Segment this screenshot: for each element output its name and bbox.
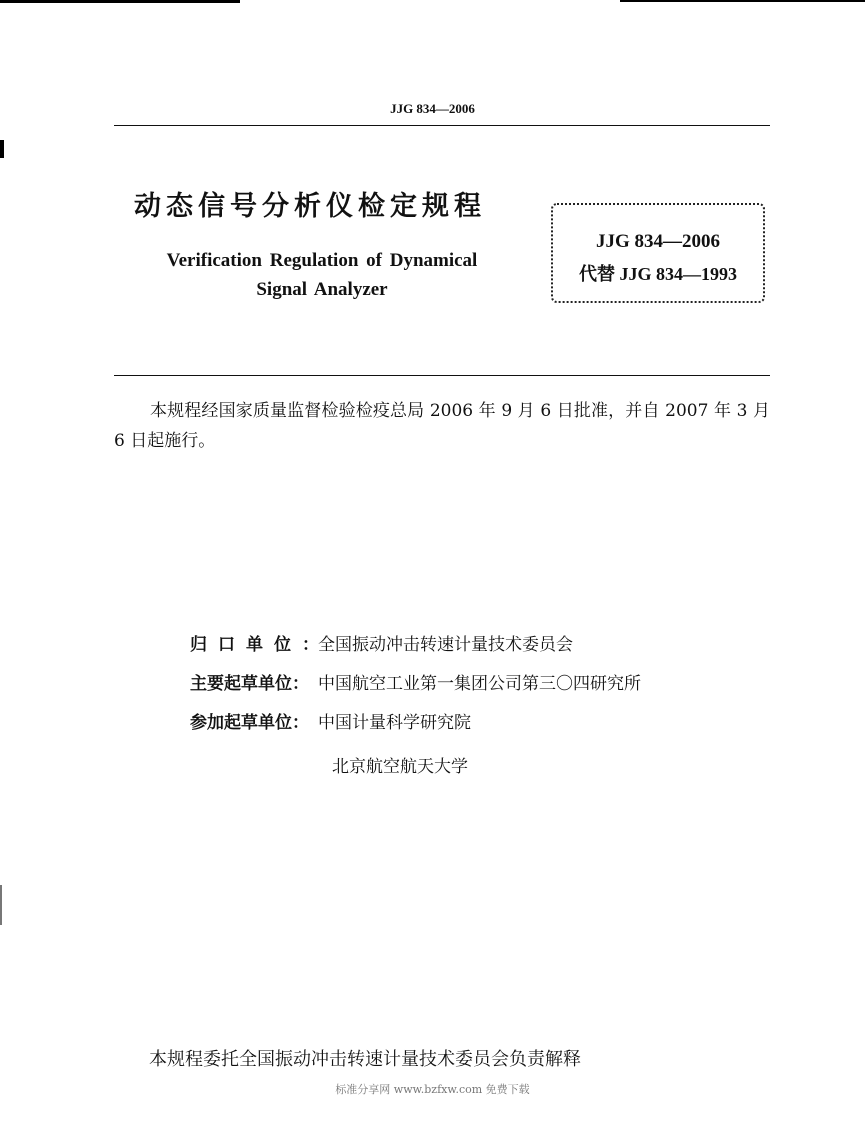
main-drafter-label: 主要起草单位： — [190, 674, 309, 694]
standard-code-box — [551, 203, 765, 303]
scan-artifact-top-left — [0, 0, 240, 3]
scan-artifact-top-right — [620, 0, 865, 2]
co-drafter-row — [190, 712, 471, 734]
approval-statement: 本规程经国家质量监督检验检疫总局 2006 年 9 月 6 日批准，并自 2007 年 3 月 6 日起施行。 — [114, 401, 770, 451]
scan-artifact-left — [0, 140, 4, 158]
interpretation-statement: 本规程委托全国振动冲击转速计量技术委员会负责解释 — [149, 1049, 581, 1070]
scan-artifact-left-lower — [0, 885, 2, 925]
code-box-code: JJG 834—2006 — [595, 231, 721, 252]
header-standard-code: JJG 834—2006 — [390, 101, 475, 116]
responsible-unit-label: 归口单位： — [190, 635, 330, 655]
header-rule — [114, 125, 770, 126]
section-rule — [114, 375, 770, 376]
co-drafter-value-1: 中国计量科学研究院 — [318, 713, 471, 733]
responsible-unit-value: 全国振动冲击转速计量技术委员会 — [318, 635, 573, 655]
title-english-line1: Verification Regulation of Dynamical — [166, 250, 478, 271]
download-watermark: 标准分享网 www.bzfxw.com 免费下载 — [335, 1083, 530, 1096]
co-drafter-label: 参加起草单位： — [190, 713, 309, 733]
main-drafter-row — [190, 673, 641, 695]
responsible-unit-row — [190, 634, 573, 656]
title-chinese: 动态信号分析仪检定规程 — [134, 191, 486, 222]
main-drafter-value: 中国航空工业第一集团公司第三〇四研究所 — [318, 674, 641, 694]
code-box-replaces: 代替 JJG 834—1993 — [578, 264, 737, 284]
co-drafter-value-2: 北京航空航天大学 — [332, 757, 468, 777]
title-english-line2: Signal Analyzer — [256, 279, 388, 300]
title-english — [148, 246, 496, 304]
